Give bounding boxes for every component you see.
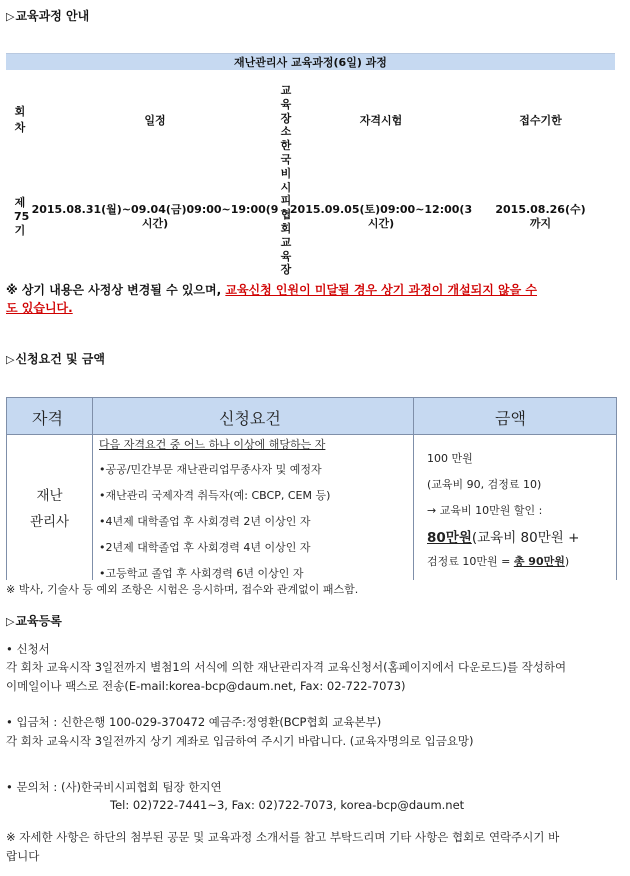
- application-line: 이메일이나 팩스로 전송(E-mail:korea-bcp@daum.net, Fax: 02-722-7073): [6, 679, 406, 693]
- amount-total: 100 만원: [427, 452, 473, 465]
- amount-breakdown: (교육비 90, 검정료 10): [427, 478, 542, 491]
- triangle-right-icon: ▷: [6, 10, 15, 23]
- qualification-name: 재난 관리사: [29, 488, 70, 530]
- place-char: 교: [280, 235, 292, 249]
- course-table-caption: 재난관리사 교육과정(6일) 과정: [6, 54, 615, 71]
- header-schedule: 일정: [144, 113, 166, 127]
- payment-line: 각 회차 교육시작 3일전까지 상기 계좌로 입금하여 주시기 바랍니다. (교육자명의로 입금요망): [6, 734, 474, 748]
- cell-schedule: 2015.08.31(월)~09.04(금)09:00~19:00(9 시간): [31, 203, 279, 230]
- place-char: 교: [280, 84, 292, 97]
- section-title-requirements: [6, 350, 105, 367]
- requirement-intro: 다음 자격요건 중 어느 하나 이상에 해당하는 자: [99, 438, 326, 451]
- divider: [413, 398, 414, 580]
- cell-deadline: 2015.08.26(수) 까지: [495, 203, 586, 230]
- section-title-course-info: [6, 7, 89, 24]
- notice-warning-cont: 도 있습니다.: [6, 300, 73, 315]
- header-qual: 자격: [32, 409, 63, 428]
- header-round: 회 차: [14, 104, 26, 134]
- amount-final: 검정료 10만원 = 총 90만원): [427, 555, 570, 568]
- requirement-item: •재난관리 국제자격 취득자(예: CBCP, CEM 등): [99, 489, 331, 502]
- place-char: 장: [280, 111, 292, 125]
- notice-warning: 교육신청 인원이 미달될 경우 상기 과정이 개설되지 않을 수: [225, 283, 537, 297]
- triangle-right-icon: ▷: [6, 353, 15, 366]
- place-char: 피: [280, 194, 292, 208]
- place-char: 시: [280, 180, 292, 194]
- place-char: 장: [280, 263, 292, 277]
- header-exam: 자격시험: [359, 113, 403, 127]
- header-deadline: 접수기한: [519, 113, 562, 127]
- place-char: 협: [280, 208, 292, 222]
- application-line: 각 회차 교육시작 3일전까지 별첨1의 서식에 의한 재난관리자격 교육신청서(홈페이지에서 다운로드)를 작성하여: [6, 660, 567, 674]
- place-char: 회: [280, 221, 292, 235]
- requirement-item: •공공/민간부문 재난관리업무종사자 및 예정자: [99, 463, 322, 476]
- section-title-text: 신청요건 및 금액: [15, 352, 105, 366]
- requirement-item: •2년제 대학졸업 후 사회경력 4년 이상인 자: [99, 541, 311, 554]
- requirements-table: [6, 397, 617, 580]
- cell-place: [276, 72, 296, 282]
- divider: [92, 398, 93, 580]
- header-req: 신청요건: [219, 409, 281, 428]
- place-char: 비: [280, 166, 292, 180]
- place-char: 소: [280, 125, 292, 139]
- requirement-item: •4년제 대학졸업 후 사회경력 2년 이상인 자: [99, 515, 311, 528]
- section-title-registration: [6, 612, 62, 629]
- triangle-right-icon: ▷: [6, 615, 15, 628]
- payment-line: • 입금처 : 신한은행 100-029-370472 예금주:정영환(BCP협회 교육본부): [6, 715, 382, 729]
- cell-exam: 2015.09.05(토)09:00~12:00(3 시간): [289, 203, 473, 230]
- amount-discounted: 80만원(교육비 80만원 +: [427, 530, 580, 546]
- section-title-text: 교육등록: [15, 614, 62, 628]
- place-char: 육: [280, 249, 292, 263]
- application-label: • 신청서: [6, 642, 50, 656]
- requirements-table-header: [7, 398, 616, 435]
- header-amount: 금액: [495, 409, 526, 428]
- amount-discount: → 교육비 10만원 할인 :: [427, 504, 543, 517]
- requirement-item: •고등학교 졸업 후 사회경력 6년 이상인 자: [99, 567, 304, 580]
- place-char: 국: [280, 152, 292, 166]
- closing-note: ※ 자세한 사항은 하단의 첨부된 공문 및 교육과정 소개서를 참고 부탁드리며 기타 사항은 협회로 연락주시기 바: [6, 830, 560, 844]
- cell-round: 제 75 기: [14, 196, 30, 237]
- notice-text: ※ 상기 내용은 사정상 변경될 수 있으며, 교육신청 인원이 미달될 경우 상기 과정이 개설되지 않을 수 도 있습니다.: [6, 283, 537, 315]
- place-char: 한: [280, 139, 292, 153]
- requirements-footnote: ※ 박사, 기술사 등 예외 조항은 시험은 응시하며, 접수와 관계없이 패스함.: [6, 583, 359, 596]
- place-char: 육: [280, 97, 292, 111]
- closing-note: 랍니다: [6, 849, 40, 863]
- section-title-text: 교육과정 안내: [15, 9, 90, 23]
- course-table: [6, 53, 615, 282]
- contact-line: • 문의처 : (사)한국비시피협회 팀장 한지연: [6, 780, 222, 794]
- contact-details: Tel: 02)722-7441~3, Fax: 02)722-7073, korea-bcp@daum.net: [110, 798, 465, 812]
